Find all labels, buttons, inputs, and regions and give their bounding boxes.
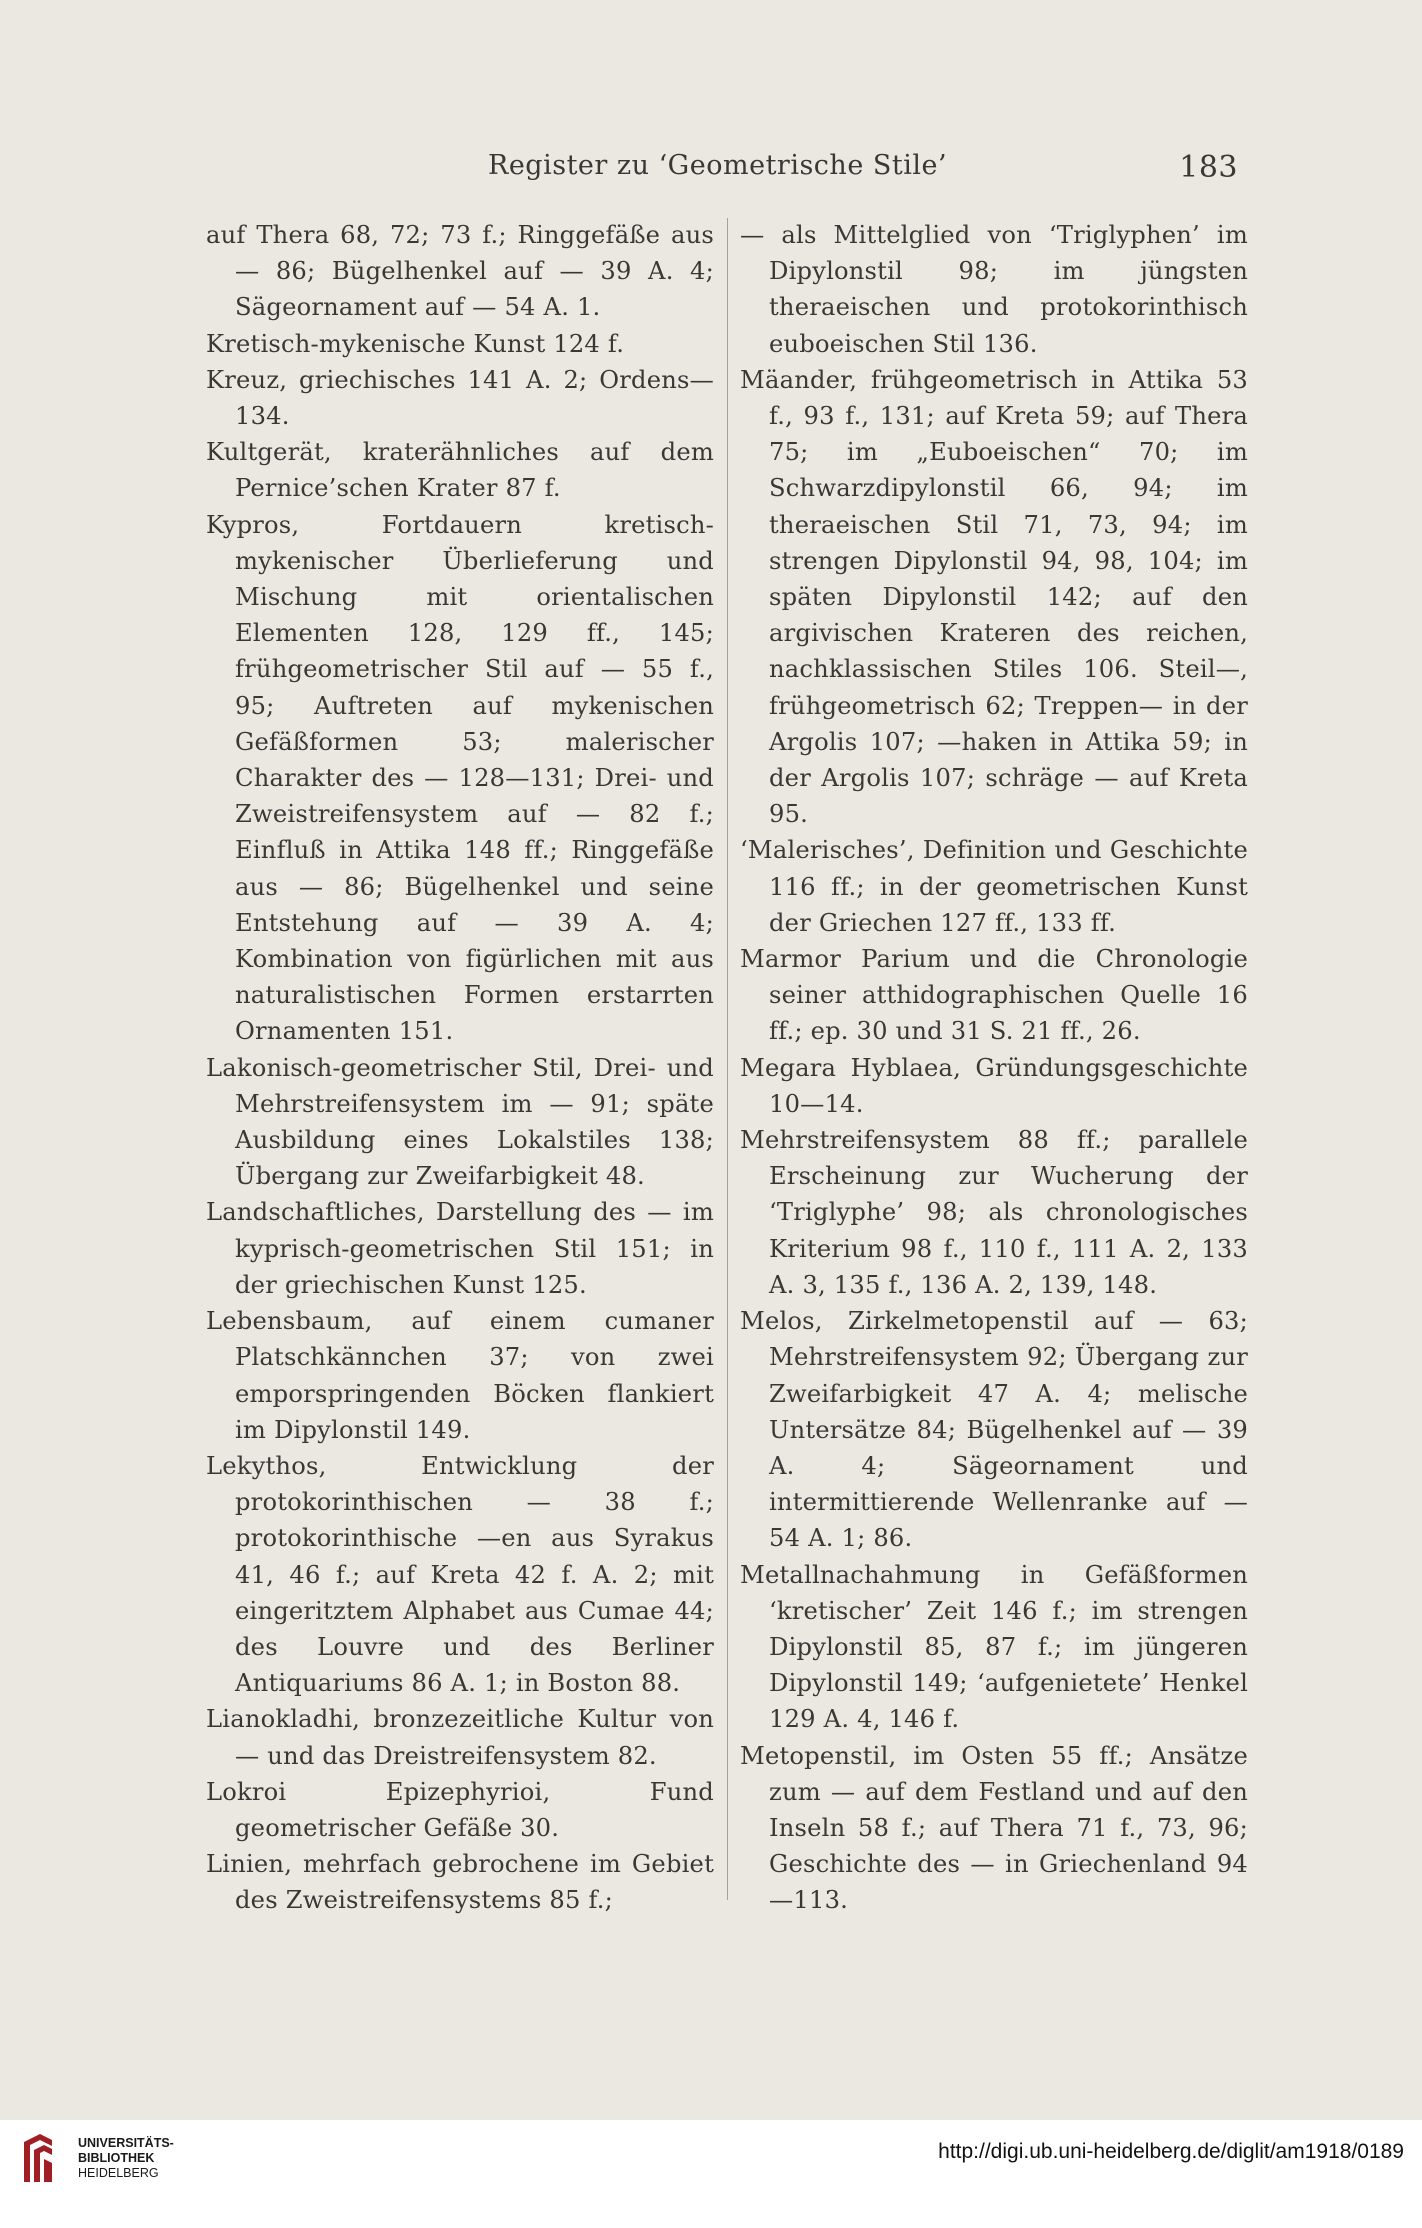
index-entry: ‘Malerisches’, Definition und Geschichte 116 ff.; in der geometrischen Kunst der Griechen 127 ff., 133 ff.: [740, 836, 1248, 937]
page-number: 183: [1179, 150, 1238, 185]
index-entry: Megara Hyblaea, Gründungsgeschichte 10—14.: [740, 1053, 1248, 1118]
column-divider: [727, 218, 728, 1900]
index-entry: Lokroi Epizephyrioi, Fund geometrischer Gefäße 30.: [206, 1777, 714, 1842]
index-entry: auf Thera 68, 72; 73 f.; Ringgefäße aus — 86; Bügelhenkel auf — 39 A. 4; Sägeornament auf — 54 A. 1.: [206, 221, 714, 322]
logo-line: BIBLIOTHEK: [78, 2151, 155, 2165]
library-logo-text: [78, 2136, 174, 2181]
index-entry: — als Mittelglied von ‘Triglyphen’ im Dipylonstil 98; im jüngsten theraeischen und protokorinthisch euboeischen Stil 136.: [740, 221, 1248, 358]
index-entry: Lakonisch-geometrischer Stil, Drei- und Mehrstreifensystem im — 91; späte Ausbildung eines Lokalstiles 138; Übergang zur Zweifarbigkeit 48.: [206, 1053, 714, 1191]
index-entry: Metopenstil, im Osten 55 ff.; Ansätze zum — auf dem Festland und auf den Inseln 58 f.; auf Thera 71 f., 73, 96; Geschichte des — in Griechenland 94—113.: [740, 1741, 1248, 1915]
index-entry: Mäander, frühgeometrisch in Attika 53 f., 93 f., 131; auf Kreta 59; auf Thera 75; im „Euboeischen“ 70; im Schwarzdipylonstil 66, 94; im theraeischen Stil 71, 73, 94; im strengen Dipylonstil 94, 98, 104; im späten Dipylonstil 142; auf den argivischen Krateren des reichen, nachklassischen Stiles 106. Steil—, frühgeometrisch 62; Treppen— in der Argolis 107; —haken in Attika 59; in der Argolis 107; schräge — auf Kreta 95.: [740, 365, 1248, 829]
index-entry: Lianokladhi, bronzezeitliche Kultur von — und das Dreistreifensystem 82.: [206, 1705, 714, 1770]
running-title: Register zu ‘Geometrische Stile’: [488, 150, 948, 181]
index-entry: Lekythos, Entwicklung der protokorinthischen — 38 f.; protokorinthische —en aus Syrakus 41, 46 f.; auf Kreta 42 f. A. 2; mit eingeritztem Alphabet aus Cumae 44; des Louvre und des Berliner Antiquariums 86 A. 1; in Boston 88.: [206, 1451, 714, 1698]
right-column: [740, 217, 1248, 1919]
index-entry: Melos, Zirkelmetopenstil auf — 63; Mehrstreifensystem 92; Übergang zur Zweifarbigkeit 47 A. 4; melische Untersätze 84; Bügelhenkel auf — 39 A. 4; Sägeornament und intermittierende Wellenranke auf — 54 A. 1; 86.: [740, 1307, 1248, 1553]
page-header: [208, 150, 1238, 190]
index-entry: Kypros, Fortdauern kretisch-mykenischer Überlieferung und Mischung mit orientalischen Elementen 128, 129 ff., 145; frühgeometrischer Stil auf — 55 f., 95; Auftreten auf mykenischen Gefäßformen 53; malerischer Charakter des — 128—131; Drei- und Zweistreifensystem auf — 82 f.; Einfluß in Attika 148 ff.; Ringgefäße aus — 86; Bügelhenkel und seine Entstehung auf — 39 A. 4; Kombination von figürlichen mit aus naturalistischen Formen erstarrten Ornamenten 151.: [206, 510, 714, 1046]
index-entry: Kultgerät, kraterähnliches auf dem Pernice’schen Krater 87 f.: [206, 438, 714, 503]
index-entry: Landschaftliches, Darstellung des — im kyprisch-geometrischen Stil 151; in der griechischen Kunst 125.: [206, 1198, 714, 1299]
index-entry: Kreuz, griechisches 141 A. 2; Ordens— 134.: [206, 365, 714, 431]
index-entry: Marmor Parium und die Chronologie seiner atthidographischen Quelle 16 ff.; ep. 30 und 31 S. 21 ff., 26.: [740, 945, 1248, 1046]
logo-line: UNIVERSITÄTS-: [78, 2136, 174, 2150]
index-entry: Metallnachahmung in Gefäßformen ‘kretischer’ Zeit 146 f.; im strengen Dipylonstil 85, 87 f.; im jüngeren Dipylonstil 149; ‘aufgenietete’ Henkel 129 A. 4, 146 f.: [740, 1560, 1248, 1734]
source-url-link[interactable]: http://digi.ub.uni-heidelberg.de/diglit/am1918/0189: [938, 2140, 1404, 2163]
index-entry: Lebensbaum, auf einem cumaner Platschkännchen 37; von zwei emporspringenden Böcken flankiert im Dipylonstil 149.: [206, 1307, 714, 1444]
logo-line: HEIDELBERG: [78, 2166, 159, 2180]
library-logo-icon[interactable]: [18, 2132, 58, 2186]
left-column: [206, 217, 714, 1919]
index-entry: Linien, mehrfach gebrochene im Gebiet des Zweistreifensystems 85 f.;: [206, 1850, 714, 1915]
footer-bar: [0, 2120, 1422, 2228]
index-entry: Kretisch-mykenische Kunst 124 f.: [206, 329, 625, 358]
index-entry: Mehrstreifensystem 88 ff.; parallele Erscheinung zur Wucherung der ‘Triglyphe’ 98; als chronologisches Kriterium 98 f., 110 f., 111 A. 2, 133 A. 3, 135 f., 136 A. 2, 139, 148.: [740, 1126, 1248, 1299]
